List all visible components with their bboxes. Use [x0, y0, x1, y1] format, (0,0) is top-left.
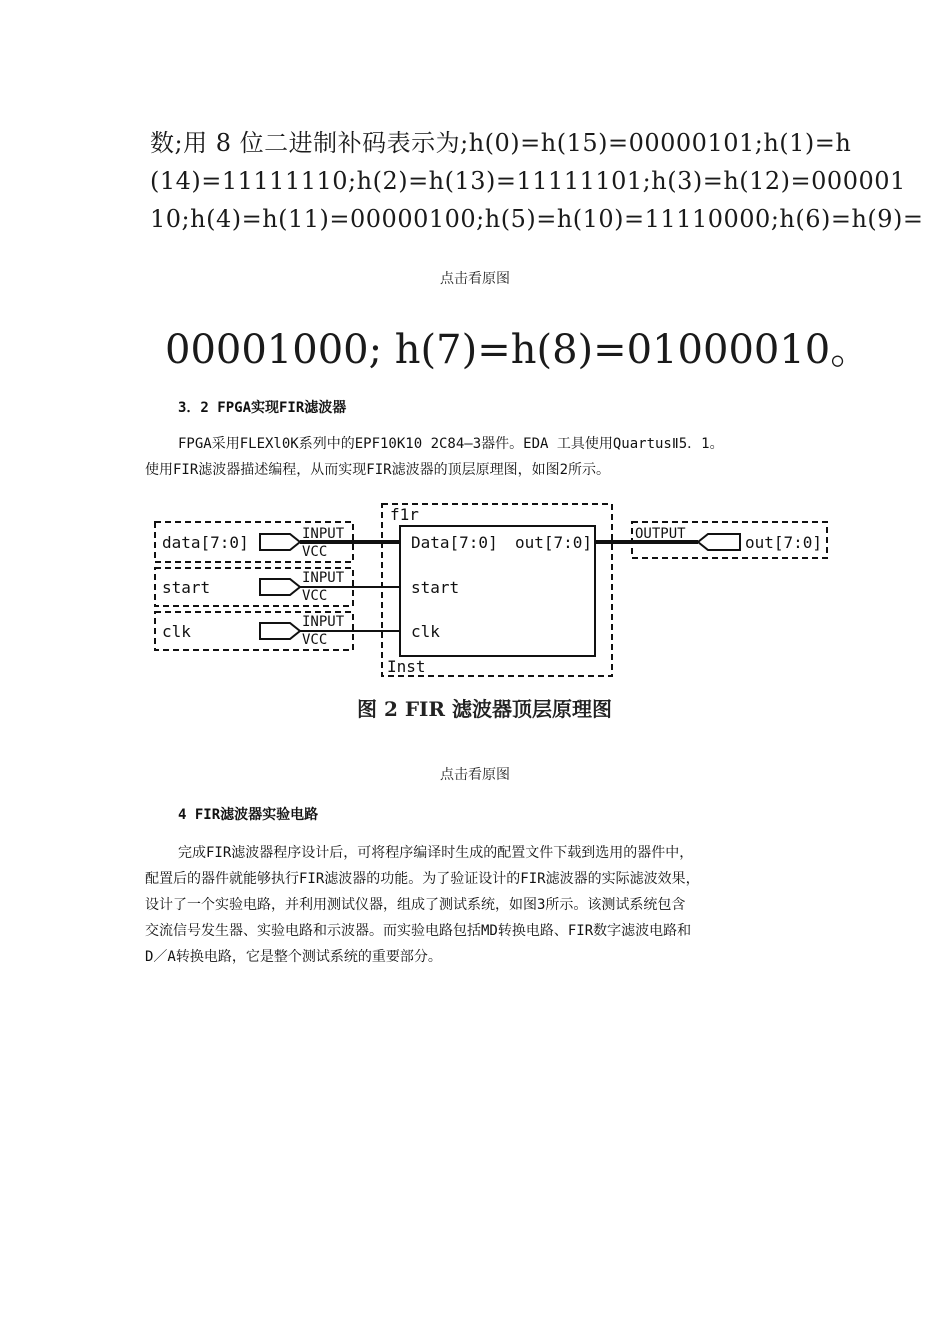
output-pin-arrow	[698, 534, 740, 550]
view-original-link[interactable]: 点击看原图	[440, 271, 510, 287]
vcc-label: VCC	[302, 544, 328, 560]
view-original-link[interactable]: 点击看原图	[440, 767, 510, 783]
input-pin-name: start	[162, 578, 211, 597]
paragraph-line: D／A转换电路，它是整个测试系统的重要部分。	[145, 949, 442, 965]
paragraph-line: 设计了一个实验电路，并利用测试仪器，组成了测试系统，如图3所示。该测试系统包含	[145, 897, 686, 913]
input-type-label: INPUT	[302, 614, 345, 630]
output-pin-name: out[7:0]	[745, 533, 823, 552]
equation-image-1	[150, 124, 924, 238]
output-type-label: OUTPUT	[635, 526, 686, 542]
paragraph-line: 使用FIR滤波器描述编程，从而实现FIR滤波器的顶层原理图，如图2所示。	[145, 462, 610, 478]
block-port: Data[7:0]	[411, 533, 498, 552]
vcc-label: VCC	[302, 588, 328, 604]
figure-caption: 图 2 FIR 滤波器顶层原理图	[357, 697, 612, 721]
paragraph-line: 交流信号发生器、实验电路和示波器。而实验电路包括MD转换电路、FIR数字滤波电路和	[145, 923, 692, 939]
paragraph-line: 完成FIR滤波器程序设计后，可将程序编译时生成的配置文件下载到选用的器件中，	[178, 845, 694, 861]
input-pin-name: data[7:0]	[162, 533, 249, 552]
paragraph-line: 配置后的器件就能够执行FIR滤波器的功能。为了验证设计的FIR滤波器的实际滤波效果，	[145, 871, 700, 887]
equation-image-2: 00001000; h(7)=h(8)=01000010。	[165, 327, 871, 373]
block-port: out[7:0]	[515, 533, 593, 552]
input-type-label: INPUT	[302, 526, 345, 542]
paragraph-line: FPGA采用FLEXl0K系列中的EPF10K10 2C84—3器件。EDA 工具使用QuartusⅡ5．1。	[178, 436, 724, 452]
input-type-label: INPUT	[302, 570, 345, 586]
section-paragraph	[145, 431, 845, 483]
input-pin-name: clk	[162, 622, 191, 641]
block-instance: Inst	[387, 657, 426, 676]
equation-line: 数;用 8 位二进制补码表示为;h(0)=h(15)=00000101;h(1)=h	[150, 129, 852, 157]
input-pin-arrow	[260, 623, 300, 639]
equation-line: 10;h(4)=h(11)=00000100;h(5)=h(10)=11110000;h(6)=h(9)=	[150, 205, 924, 233]
section-heading: 3．2 FPGA实现FIR滤波器	[178, 400, 347, 416]
vcc-label: VCC	[302, 632, 328, 648]
section-heading: 4 FIR滤波器实验电路	[178, 807, 319, 823]
equation-line: (14)=11111110;h(2)=h(13)=11111101;h(3)=h(12)=000001	[150, 167, 906, 195]
block-port: start	[411, 578, 460, 597]
block-name: f1r	[390, 505, 419, 524]
block-port: clk	[411, 622, 440, 641]
input-pin-arrow	[260, 534, 300, 550]
input-pin-arrow	[260, 579, 300, 595]
section-paragraph	[145, 840, 845, 970]
